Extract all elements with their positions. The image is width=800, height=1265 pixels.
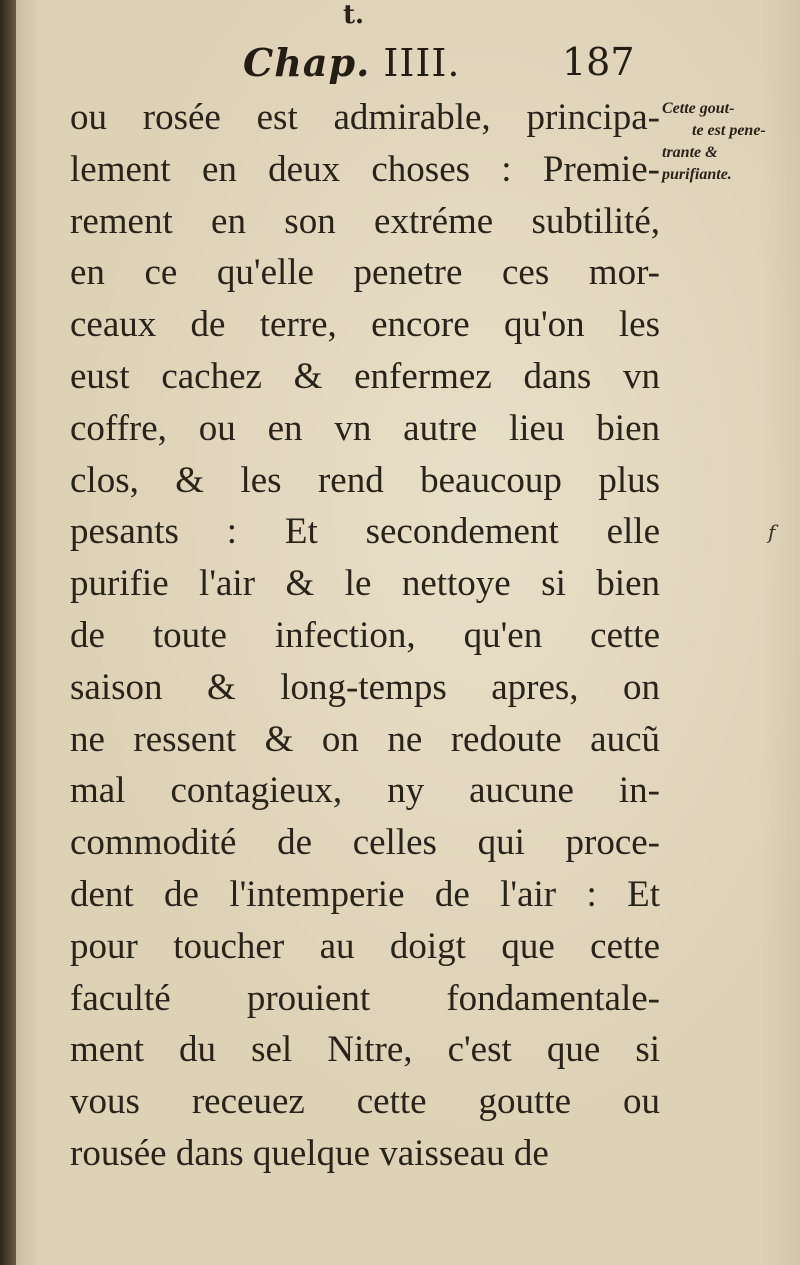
margin-note-line: te est pene- (692, 122, 766, 139)
text-line: mal contagieux, ny aucune in- (70, 770, 660, 812)
text-line: faculté prouient fondamentale- (70, 977, 660, 1019)
text-line: de toute infection, qu'en cette (70, 614, 660, 656)
text-line: coffre, ou en vn autre lieu bien (70, 407, 660, 449)
text-line: rousée dans quelque vaisseau de (70, 1132, 549, 1174)
text-line: ne ressent & on ne redoute aucũ (70, 718, 660, 760)
text-line: commodité de celles qui proce- (70, 822, 660, 864)
chapter-label: Chap. (243, 40, 371, 85)
page-number: 187 (562, 40, 635, 84)
text-line: ceaux de terre, encore qu'on les (70, 304, 660, 346)
text-line: ment du sel Nitre, c'est que si (70, 1029, 660, 1071)
text-line: rement en son extréme subtilité, (70, 200, 660, 242)
side-ink-mark: f (768, 520, 776, 544)
chapter-heading (243, 40, 461, 85)
running-header (0, 40, 800, 90)
binding-gutter (0, 0, 16, 1265)
text-line: saison & long-temps apres, on (70, 666, 660, 708)
text-line: en ce qu'elle penetre ces mor- (70, 252, 660, 294)
margin-note-line: Cette gout- (662, 100, 735, 117)
text-line: vous receuez cette goutte ou (70, 1081, 660, 1123)
margin-note (662, 98, 798, 186)
text-line: purifie l'air & le nettoye si bien (70, 563, 660, 605)
text-line: lement en deux choses : Premie- (70, 148, 660, 190)
margin-note-line: purifiante. (662, 166, 732, 183)
text-line: ou rosée est admirable, principa- (70, 97, 660, 138)
text-line: eust cachez & enfermez dans vn (70, 355, 660, 397)
chapter-number: IIII. (383, 41, 461, 85)
text-line: pesants : Et secondement elle (70, 511, 660, 553)
top-ink-mark: t. (343, 0, 365, 30)
text-line: clos, & les rend beaucoup plus (70, 459, 660, 501)
margin-note-line: trante & (662, 144, 718, 161)
text-line: pour toucher au doigt que cette (70, 925, 660, 967)
text-line: dent de l'intemperie de l'air : Et (70, 873, 660, 915)
body-text (70, 92, 660, 1180)
